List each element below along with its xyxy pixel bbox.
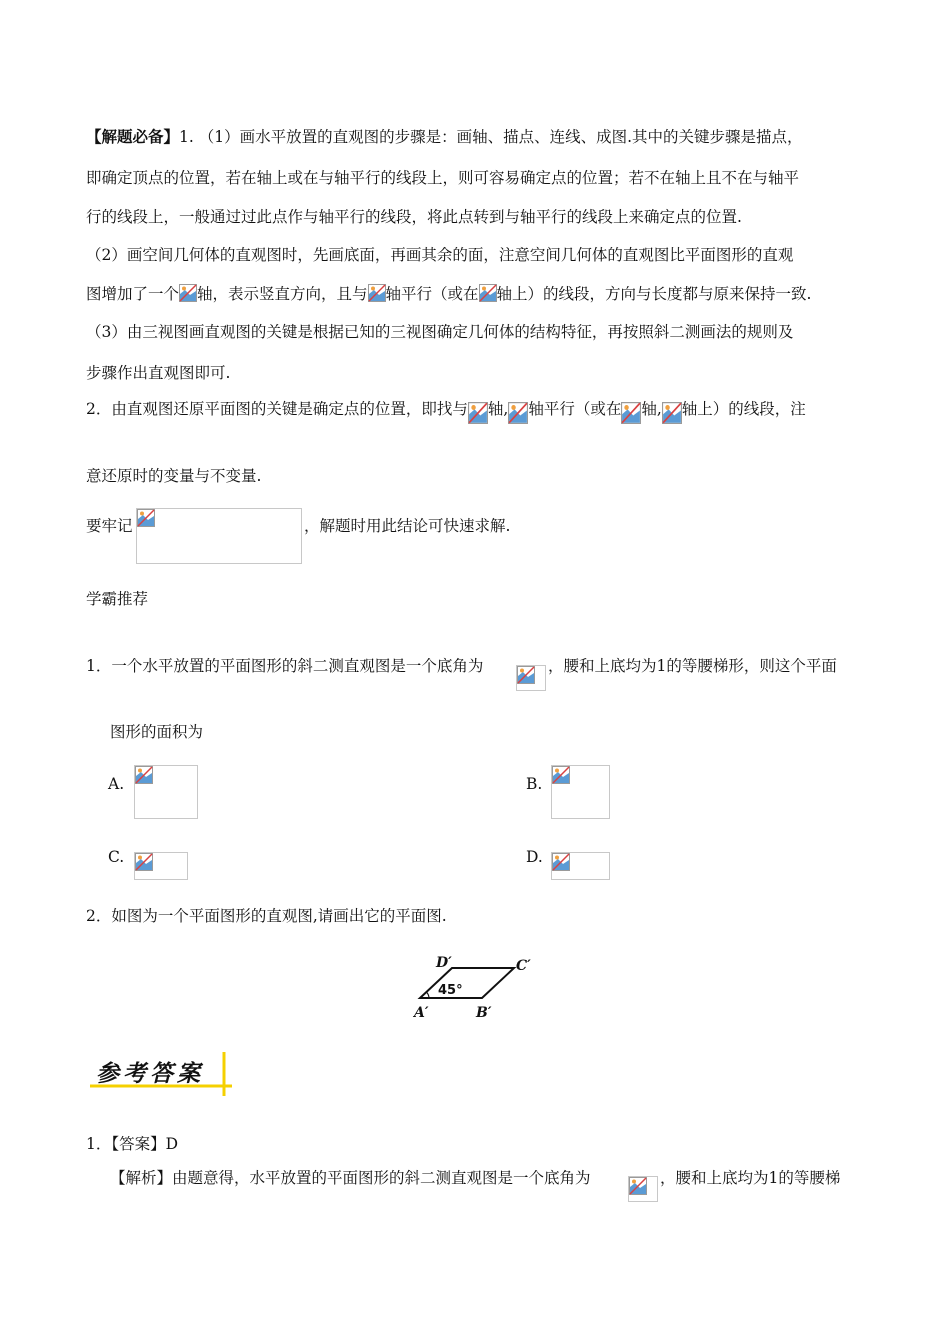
formula-image-placeholder xyxy=(136,508,302,564)
tips-line-9: 意还原时的变量与不变量. xyxy=(86,467,262,485)
broken-image-icon xyxy=(629,1177,647,1195)
broken-image-icon xyxy=(621,402,641,424)
vertex-label-a: A′ xyxy=(414,1005,429,1021)
option-d-image xyxy=(551,852,610,880)
tips-tag: 【解题必备】 xyxy=(86,127,180,146)
broken-image-icon xyxy=(135,766,153,784)
tips-line-8: 2．由直观图还原平面图的关键是确定点的位置，即找与 轴, 轴平行（或在 轴, 轴上）的线段，注 xyxy=(86,398,806,424)
answer-line-1: 1．【答案】D xyxy=(86,1135,179,1153)
option-a-label: A. xyxy=(108,775,125,793)
option-c-label: C. xyxy=(108,848,125,866)
vertex-label-c: C′ xyxy=(516,958,531,974)
tips-line-10-tail: ，解题时用此结论可快速求解. xyxy=(304,517,511,535)
broken-image-icon xyxy=(662,402,682,424)
answer-heading-box xyxy=(86,1050,234,1096)
q1-line-1-tail: ，腰和上底均为1的等腰梯形，则这个平面 xyxy=(548,657,837,675)
vertex-label-d: D′ xyxy=(436,955,452,971)
broken-image-icon xyxy=(552,853,570,871)
tips-line-7: 步骤作出直观图即可. xyxy=(86,364,231,382)
tips-line-2: 即确定顶点的位置，若在轴上或在与轴平行的线段上，则可容易确定点的位置；若不在轴上且不在与轴平 xyxy=(86,169,800,187)
tips-line-4: （2）画空间几何体的直观图时，先画底面，再画其余的面，注意空间几何体的直观图比平面图形的直观 xyxy=(86,246,794,264)
tips-line-3: 行的线段上，一般通过过此点作与轴平行的线段，将此点转到与轴平行的线段上来确定点的位置. xyxy=(86,208,742,226)
vertex-label-b: B′ xyxy=(476,1005,492,1021)
broken-image-icon xyxy=(137,509,155,527)
q1-line-2: 图形的面积为 xyxy=(110,723,204,741)
tips-line-5: 图增加了一个 轴，表示竖直方向，且与 轴平行（或在 轴上）的线段，方向与长度都与原来保持一致. xyxy=(86,285,812,303)
answer-line-2: 【解析】由题意得，水平放置的平面图形的斜二测直观图是一个底角为 xyxy=(110,1169,591,1187)
q1-line-1: 1．一个水平放置的平面图形的斜二测直观图是一个底角为 xyxy=(86,657,484,675)
option-b-image xyxy=(551,765,610,819)
answer-line-2-tail: ，腰和上底均为1的等腰梯 xyxy=(660,1169,841,1187)
broken-image-icon xyxy=(368,284,386,302)
tips-line-6: （3）由三视图画直观图的关键是根据已知的三视图确定几何体的结构特征，再按照斜二测画法的规则及 xyxy=(86,323,794,341)
broken-image-icon xyxy=(479,284,497,302)
broken-image-icon xyxy=(508,402,528,424)
broken-image-icon xyxy=(552,766,570,784)
angle-image-placeholder xyxy=(516,665,546,691)
broken-image-icon xyxy=(179,284,197,302)
angle-label: 45° xyxy=(438,983,463,998)
option-b-label: B. xyxy=(526,775,543,793)
broken-image-icon xyxy=(135,853,153,871)
tips-line-1: 【解题必备】1. （1）画水平放置的直观图的步骤是：画轴、描点、连线、成图.其中的关键步骤是描点， xyxy=(86,127,803,146)
parallelogram-figure xyxy=(410,950,545,1022)
q2-text: 2．如图为一个平面图形的直观图,请画出它的平面图. xyxy=(86,907,447,925)
answer-heading: 参考答案 xyxy=(96,1060,204,1087)
broken-image-icon xyxy=(468,402,488,424)
option-c-image xyxy=(134,852,188,880)
broken-image-icon xyxy=(517,666,535,684)
answer-angle-image xyxy=(628,1176,658,1202)
option-a-image xyxy=(134,765,198,819)
tips-line-10: 要牢记 xyxy=(86,517,133,535)
parallelogram-shape xyxy=(420,968,514,998)
recommend-title: 学霸推荐 xyxy=(86,590,149,608)
option-d-label: D. xyxy=(526,848,543,866)
